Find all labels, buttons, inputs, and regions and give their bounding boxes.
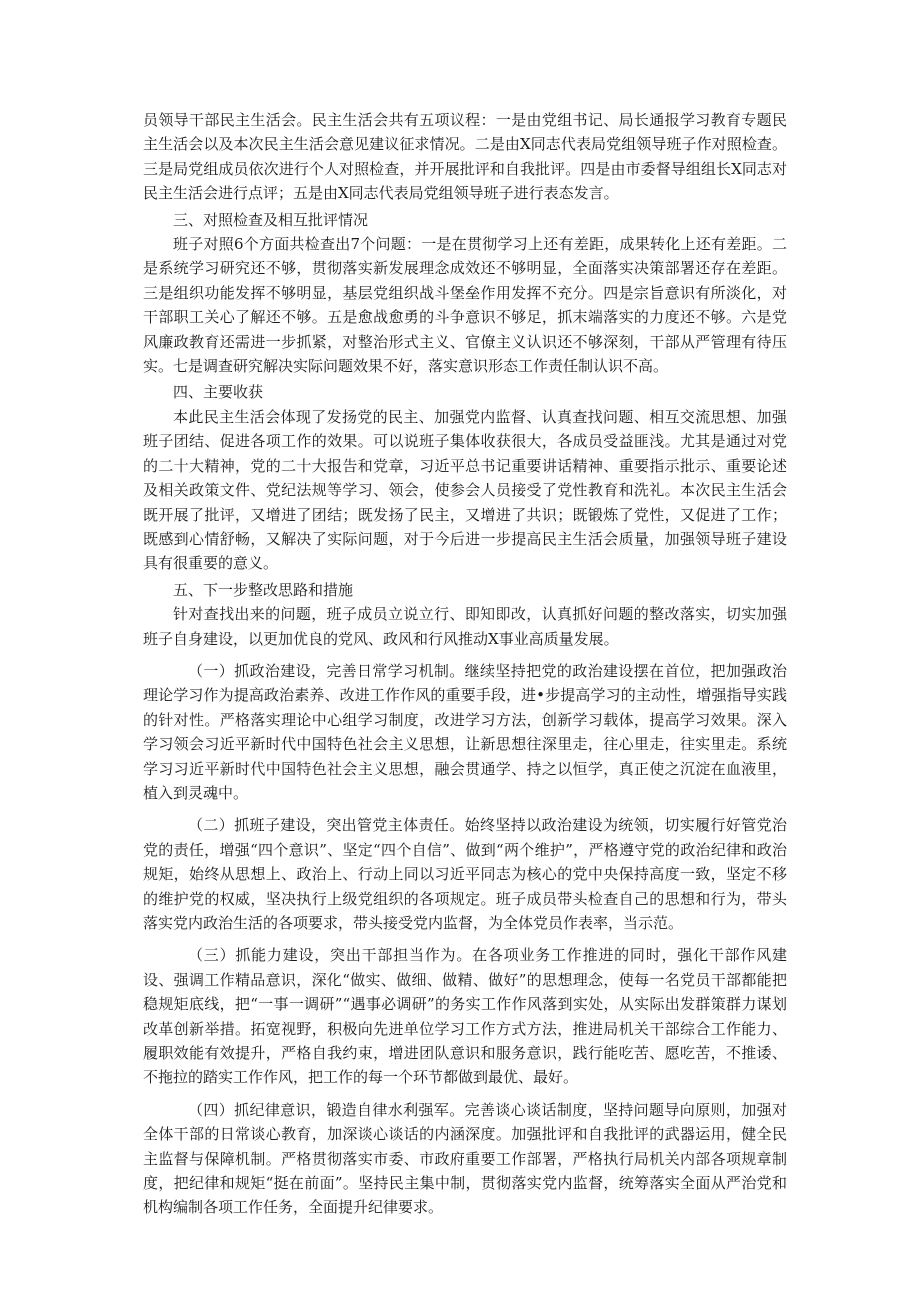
measure-item-2: （二）抓班子建设，突出管党主体责任。始终坚持以政治建设为统领，切实履行好管党治党的责任，增强“四个意识”、坚定“四个自信”、做到“两个维护”，严格遵守党的政治纪律和政治规矩，始终从思想上、政治上、行动上同以习近平同志为核心的党中央保持高度一致，坚定不移的维护党的权威，坚决执行上级党组织的各项规定。班子成员带头检查自己的思想和行为，带头落实党内政治生活的各项要求，带头接受党内监督，为全体党员作表率，当示范。 — [143, 816, 787, 932]
section-5-paragraph: 针对查找出来的问题，班子成员立说立行、即知即改，认真抓好问题的整改落实，切实加强班子自身建设，以更加优良的党风、政风和行风推动X事业高质量发展。 — [143, 605, 787, 648]
measure-item-1: （一）抓政治建设，完善日常学习机制。继续坚持把党的政治建设摆在首位，把加强政治理论学习作为提高政治素养、改进工作作风的重要手段，进•步提高学习的主动性，增强指导实践的针对性。严格落实理论中心组学习制度，改进学习方法，创新学习载体，提高学习效果。深入学习领会习近平新时代中国特色社会主义思想，让新思想往深里走，往心里走，往实里走。系统学习习近平新时代中国特色社会主义思想，融会贯通学、持之以恒学，真正使之沉淀在血液里，植入到灵魂中。 — [143, 661, 787, 802]
intro-paragraph: 员领导干部民主生活会。民主生活会共有五项议程：一是由党组书记、局长通报学习教育专题民主生活会以及本次民主生活会意见建议征求情况。二是由X同志代表局党组领导班子作对照检查。三是局党组成员依次进行个人对照检查，并开展批评和自我批评。四是由市委督导组组长X同志对民主生活会进行点评；五是由X同志代表局党组领导班子进行表态发言。 — [143, 111, 787, 203]
section-4-paragraph: 本此民主生活会体现了发扬党的民主、加强党内监督、认真查找问题、相互交流思想、加强班子团结、促进各项工作的效果。可以说班子集体收获很大，各成员受益匪浅。尤其是通过对党的二十大精神，党的二十大报告和党章，习近平总书记重要讲话精神、重要指示批示、重要论述及相关政策文件、党纪法规等学习、领会，使参会人员接受了党性教育和洗礼。本次民主生活会既开展了批评，又增进了团结；既发扬了民主，又增进了共识；既锻炼了党性，又促进了工作；既感到心情舒畅，又解决了实际问题，对于今后进一步提高民主生活会质量，加强领导班子建设具有很重要的意义。 — [143, 407, 787, 573]
measure-item-3: （三）抓能力建设，突出干部担当作为。在各项业务工作推进的同时，强化干部作风建设、强调工作精品意识，深化“做实、做细、做精、做好”的思想理念，使每一名党员干部都能把稳规矩底线，把“一事一调研”“遇事必调研”的务实工作作风落到实处，从实际出发群策群力谋划改革创新举措。拓宽视野，积极向先进单位学习工作方式方法，推进局机关干部综合工作能力、履职效能有效提升，严格自我约束，增进团队意识和服务意识，践行能吃苦、愿吃苦，不推诿、不拖拉的踏实工作作风，把工作的每一个环节都做到最优、最好。 — [143, 946, 787, 1087]
measure-item-4: （四）抓纪律意识，锻造自律水利强军。完善谈心谈话制度，坚持问题导向原则，加强对全体干部的日常谈心教育，加深谈心谈话的内涵深度。加强批评和自我批评的武器运用，健全民主监督与保障机制。严格贯彻落实市委、市政府重要工作部署，严格执行局机关内部各项规章制度，把纪律和规矩“挺在前面”。坚持民主集中制，贯彻落实党内监督，统筹落实全面从严治党和机构编制各项工作任务，全面提升纪律要求。 — [143, 1100, 787, 1217]
section-3-heading: 三、对照检查及相互批评情况 — [173, 210, 369, 229]
section-5-heading: 五、下一步整改思路和措施 — [173, 580, 354, 599]
document-body — [143, 108, 787, 1220]
section-4-heading: 四、主要收获 — [173, 383, 264, 402]
section-3-paragraph: 班子对照6个方面共检查出7个问题：一是在贯彻学习上还有差距，成果转化上还有差距。二是系统学习研究还不够，贯彻落实新发展理念成效还不够明显，全面落实决策部署还存在差距。三是组织功能发挥不够明显，基层党组织战斗堡垒作用发挥不充分。四是宗旨意识有所淡化，对干部职工关心了解还不够。五是愈战愈勇的斗争意识不够足，抓末端落实的力度还不够。六是党风廉政教育还需进一步抓紧，对整治形式主义、官僚主义认识还不够深刻，干部从严管理有待压实。七是调查研究解决实际问题效果不好，落实意识形态工作责任制认识不高。 — [143, 235, 787, 376]
